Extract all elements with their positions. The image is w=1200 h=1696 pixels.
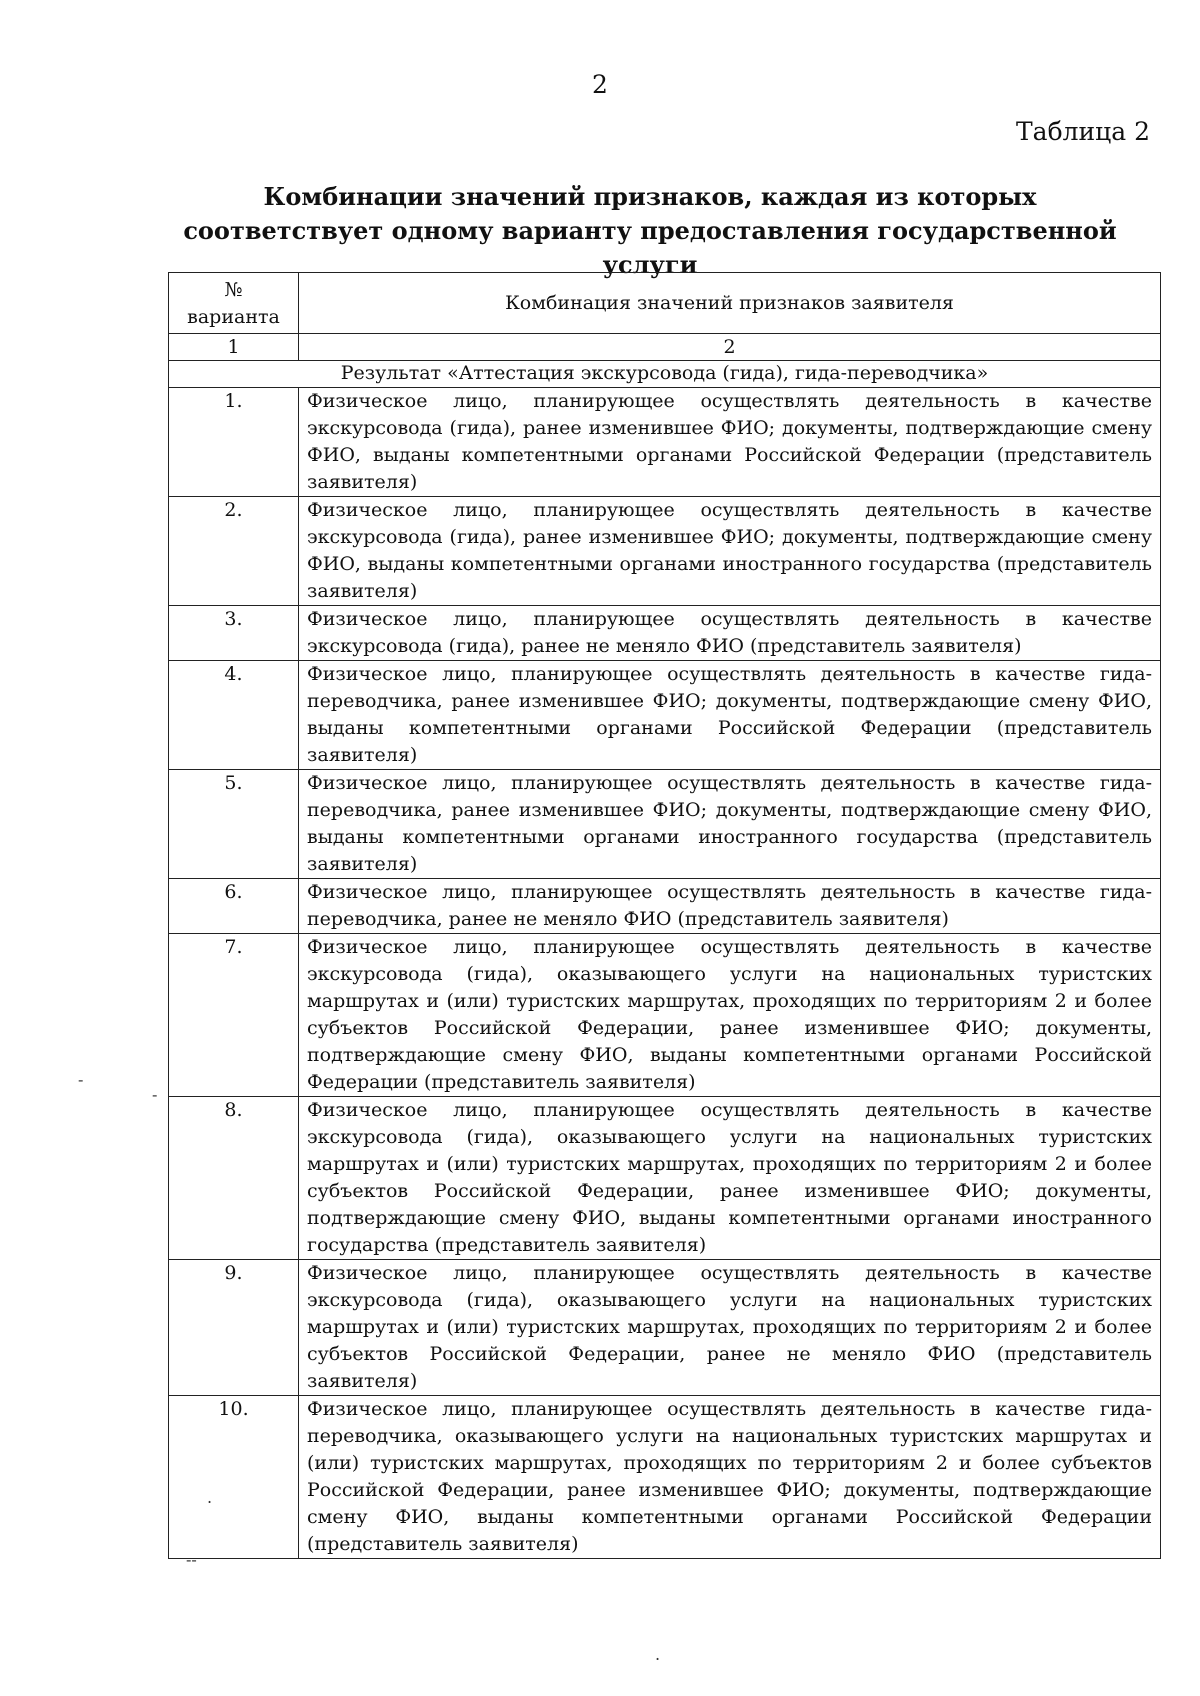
row-number: 7. bbox=[169, 934, 299, 1097]
table-header-row bbox=[169, 273, 1161, 334]
row-text: Физическое лицо, планирующее осуществлять деятельность в качестве гида-переводчика, ранее не меняло ФИО (представитель заявителя) bbox=[299, 879, 1161, 934]
table-row bbox=[169, 606, 1161, 661]
row-text: Физическое лицо, планирующее осуществлять деятельность в качестве экскурсовода (гида), оказывающего услуги на национальных туристских маршрутах и (или) туристских маршрутах, проходящих по территориям 2 и более субъектов Российской Федерации, ранее не меняло ФИО (представитель заявителя) bbox=[299, 1260, 1161, 1396]
row-number: 6. bbox=[169, 879, 299, 934]
row-number: 10. bbox=[169, 1396, 299, 1559]
row-text: Физическое лицо, планирующее осуществлять деятельность в качестве экскурсовода (гида), ранее изменившее ФИО; документы, подтверждающие смену ФИО, выданы компетентными органами Российской Федерации (представитель заявителя) bbox=[299, 388, 1161, 497]
row-text: Физическое лицо, планирующее осуществлять деятельность в качестве гида-переводчика, ранее изменившее ФИО; документы, подтверждающие смену ФИО, выданы компетентными органами иностранного государства (представитель заявителя) bbox=[299, 770, 1161, 879]
row-number: 3. bbox=[169, 606, 299, 661]
section-row bbox=[169, 361, 1161, 388]
row-text: Физическое лицо, планирующее осуществлять деятельность в качестве экскурсовода (гида), оказывающего услуги на национальных туристских маршрутах и (или) туристских маршрутах, проходящих по территориям 2 и более субъектов Российской Федерации, ранее изменившее ФИО; документы, подтверждающие смену ФИО, выданы компетентными органами Российской Федерации (представитель заявителя) bbox=[299, 934, 1161, 1097]
row-number: 1. bbox=[169, 388, 299, 497]
row-text: Физическое лицо, планирующее осуществлять деятельность в качестве экскурсовода (гида), ранее изменившее ФИО; документы, подтверждающие смену ФИО, выданы компетентными органами иностранного государства (представитель заявителя) bbox=[299, 497, 1161, 606]
variants-table bbox=[168, 272, 1161, 1559]
table-row bbox=[169, 934, 1161, 1097]
scan-mark: - bbox=[152, 1085, 158, 1104]
header-variant-word: варианта bbox=[187, 306, 280, 328]
table-label: Таблица 2 bbox=[1015, 117, 1150, 146]
header-number-sign: № bbox=[224, 279, 243, 301]
page-number: 2 bbox=[592, 70, 608, 99]
row-text: Физическое лицо, планирующее осуществлять деятельность в качестве гида-переводчика, оказывающего услуги на национальных туристских маршрутах и (или) туристских маршрутах, проходящих по территориям 2 и более субъектов Российской Федерации, ранее изменившее ФИО; документы, подтверждающие смену ФИО, выданы компетентными органами Российской Федерации (представитель заявителя) bbox=[299, 1396, 1161, 1559]
row-number: 5. bbox=[169, 770, 299, 879]
column-index-row bbox=[169, 334, 1161, 361]
scan-mark: . bbox=[207, 1488, 213, 1507]
table-row bbox=[169, 770, 1161, 879]
table-row bbox=[169, 388, 1161, 497]
column-index-1: 1 bbox=[169, 334, 299, 361]
header-variant-number bbox=[169, 273, 299, 334]
scan-mark: -- bbox=[186, 1550, 197, 1569]
title-line-1: Комбинации значений признаков, каждая из которых bbox=[263, 182, 1037, 211]
scan-mark: - bbox=[78, 1070, 84, 1089]
row-number: 2. bbox=[169, 497, 299, 606]
table-row bbox=[169, 1396, 1161, 1559]
table-row bbox=[169, 661, 1161, 770]
row-text: Физическое лицо, планирующее осуществлять деятельность в качестве гида-переводчика, ранее изменившее ФИО; документы, подтверждающие смену ФИО, выданы компетентными органами Российской Федерации (представитель заявителя) bbox=[299, 661, 1161, 770]
section-title: Результат «Аттестация экскурсовода (гида), гида-переводчика» bbox=[169, 361, 1161, 388]
row-text: Физическое лицо, планирующее осуществлять деятельность в качестве экскурсовода (гида), оказывающего услуги на национальных туристских маршрутах и (или) туристских маршрутах, проходящих по территориям 2 и более субъектов Российской Федерации, ранее изменившее ФИО; документы, подтверждающие смену ФИО, выданы компетентными органами иностранного государства (представитель заявителя) bbox=[299, 1097, 1161, 1260]
table-row bbox=[169, 879, 1161, 934]
header-combination: Комбинация значений признаков заявителя bbox=[299, 273, 1161, 334]
table-row bbox=[169, 1097, 1161, 1260]
column-index-2: 2 bbox=[299, 334, 1161, 361]
row-text: Физическое лицо, планирующее осуществлять деятельность в качестве экскурсовода (гида), ранее не меняло ФИО (представитель заявителя) bbox=[299, 606, 1161, 661]
table-row bbox=[169, 497, 1161, 606]
row-number: 4. bbox=[169, 661, 299, 770]
row-number: 8. bbox=[169, 1097, 299, 1260]
table-row bbox=[169, 1260, 1161, 1396]
title-line-2: соответствует одному варианту предоставления государственной услуги bbox=[183, 216, 1117, 279]
scan-mark: . bbox=[655, 1645, 661, 1664]
row-number: 9. bbox=[169, 1260, 299, 1396]
document-title bbox=[170, 180, 1130, 282]
